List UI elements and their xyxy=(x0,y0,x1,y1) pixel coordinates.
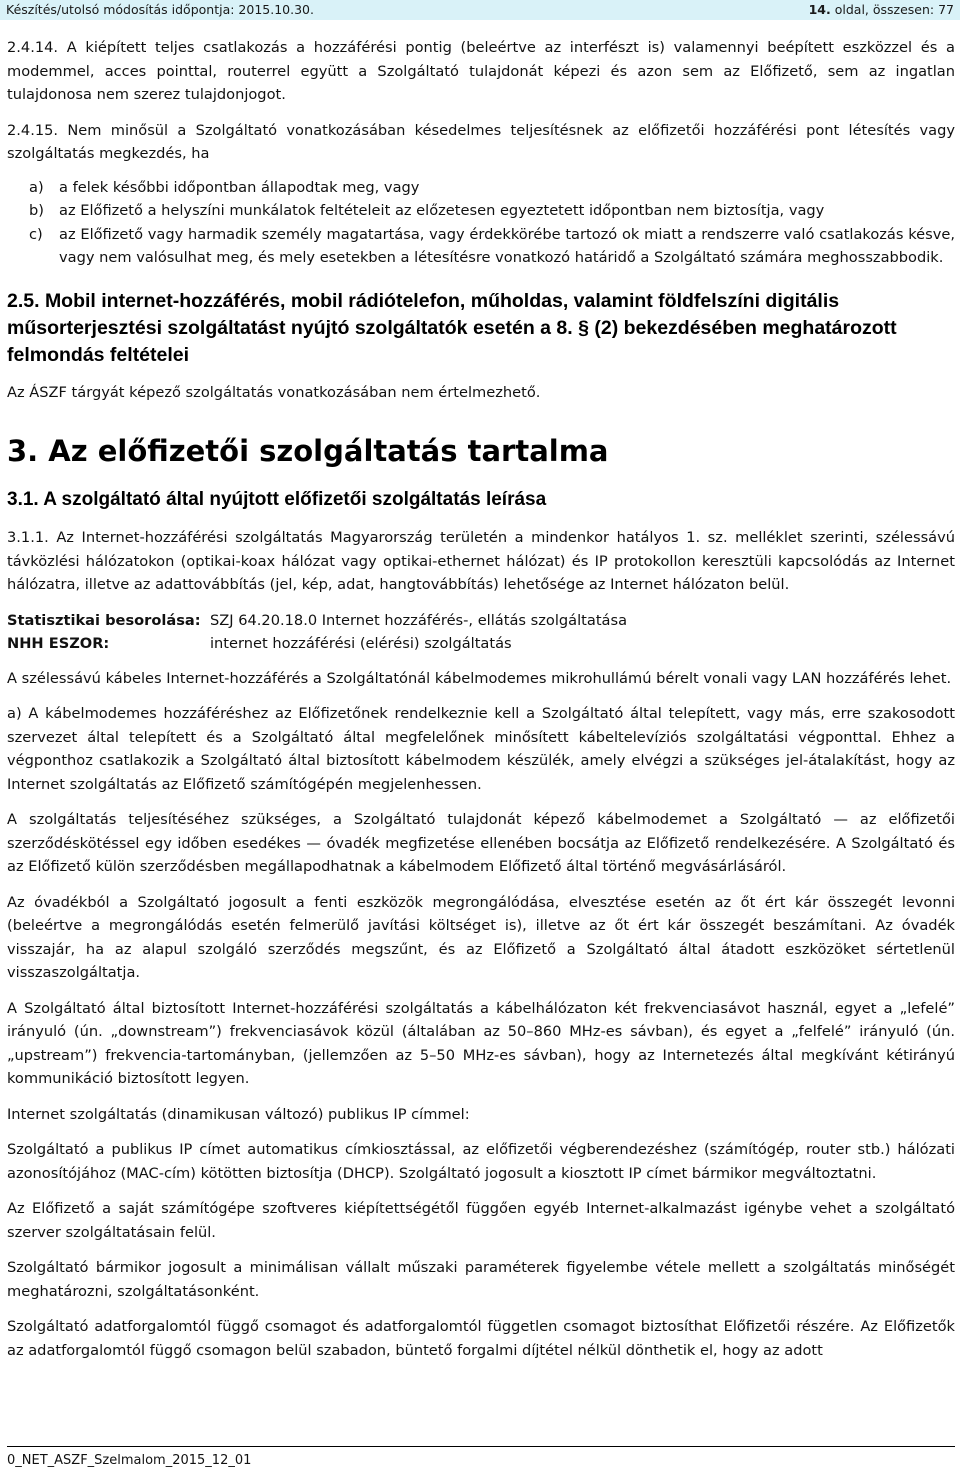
paragraph: Internet szolgáltatás (dinamikusan változó) publikus IP címmel: xyxy=(7,1105,470,1123)
list-item-label: b) xyxy=(29,202,44,219)
section-heading-3-1: 3.1. A szolgáltató által nyújtott előfizetői szolgáltatás leírása xyxy=(7,489,547,510)
classification-row xyxy=(7,632,955,655)
chapter-heading-3: 3. Az előfizetői szolgáltatás tartalma xyxy=(7,434,609,468)
list-item xyxy=(29,199,955,223)
list-item xyxy=(29,176,955,200)
paragraph: A szélessávú kábeles Internet-hozzáférés a Szolgáltatónál kábelmodemes mikrohullámú bérelt vonali vagy LAN hozzáférés lehet. xyxy=(7,669,952,687)
header-date: Készítés/utolsó módosítás időpontja: 2015.10.30. xyxy=(6,2,314,17)
list-item-text: az Előfizető vagy harmadik személy magatartása, vagy érdekkörébe tartozó ok miatt a rendszerre való csatlakozás késve, vagy nem valósulhat meg, és mely esetekben a létesítésre vonatkozó határidő a Szolgáltató számára meghosszabbodik. xyxy=(59,225,955,266)
header-page-total: oldal, összesen: 77 xyxy=(830,2,954,17)
list-item-text: a felek későbbi időpontban állapodtak meg, vagy xyxy=(59,178,420,196)
paragraph-2-5: Az ÁSZF tárgyát képező szolgáltatás vonatkozásában nem értelmezhető. xyxy=(7,383,541,401)
paragraph: Szolgáltató adatforgalomtól függő csomagot és adatforgalomtól független csomagot biztosíthat Előfizetői részére. Az Előfizetők az adatforgalomtól függő csomagon belül szabadon, büntető forgalmi díjtétel nélkül dönthetik el, hogy az adott xyxy=(7,1318,955,1359)
paragraph-2-4-14: 2.4.14. A kiépített teljes csatlakozás a hozzáférési pontig (beleértve az interfészt is) valamennyi beépített eszközzel és a modemmel, acces pointtal, routerrel együtt a Szolgáltató tulajdonát képezi és azon sem az Előfizető, sem az ingatlan tulajdonosa nem szerez tulajdonjogot. xyxy=(7,39,955,103)
classification-table xyxy=(7,609,955,655)
paragraph: Az Előfizető a saját számítógépe szoftveres kiépítettségétől függően egyéb Internet-alkalmazást igénybe vehet a szolgáltató szerver szolgáltatásain felül. xyxy=(7,1200,955,1241)
paragraph: Szolgáltató bármikor jogosult a minimálisan vállalt műszaki paraméterek figyelembe vétele mellett a szolgáltatás minőségét meghatározni, szolgáltatásonként. xyxy=(7,1259,955,1300)
header-page-number: 14. xyxy=(808,2,831,17)
paragraph: A szolgáltatás teljesítéséhez szükséges, a Szolgáltató tulajdonát képező kábelmodemet a Szolgáltató — az előfizetői szerződéskötéssel egy időben esedékes — óvadék megfizetése ellenében bocsátja az Előfizető rendelkezésére. A Szolgáltató és az Előfizető külön szerződésben megállapodhatnak a kábelmodem Előfizető által történő megvásárlásáról. xyxy=(7,811,955,875)
list-item xyxy=(29,223,955,270)
list-item-label: a) xyxy=(29,178,44,196)
document-body xyxy=(7,36,955,1374)
paragraph-3-1-1: 3.1.1. Az Internet-hozzáférési szolgáltatás Magyarország területén a mindenkor hatályos 1. sz. melléklet szerinti, szélessávú távközlési hálózatokon (optikai-koax hálózat vagy optikai-ethernet hálózat) és IP protokollon keresztüli kapcsolódás az Internet hálózatra, illetve az adattovábbítás (jel, kép, adat, hangtovábbítás) lehetősége az Internet hálózaton belül. xyxy=(7,529,955,593)
classification-value: internet hozzáférési (elérési) szolgáltatás xyxy=(210,634,512,652)
paragraph-2-4-15: 2.4.15. Nem minősül a Szolgáltató vonatkozásában késedelmes teljesítésnek az előfizetői hozzáférési pont létesítés vagy szolgáltatás megkezdés, ha xyxy=(7,121,955,162)
list-item-label: c) xyxy=(29,225,43,243)
classification-key: NHH ESZOR: xyxy=(7,634,110,652)
classification-value: SZJ 64.20.18.0 Internet hozzáférés-, ellátás szolgáltatása xyxy=(210,611,628,629)
list-item-text: az Előfizető a helyszíni munkálatok feltételeit az előzetesen egyeztetett időpontban nem biztosítja, vagy xyxy=(59,202,825,219)
paragraph: Az óvadékból a Szolgáltató jogosult a fenti eszközök megrongálódása, elvesztése esetén az őt ért kár összegét levonni (beleértve a megrongálódás esetén felmerülő javítási költséget is), illetve az őt ért kár összegét beszámítani. Az óvadék visszajár, ha az alapul szolgáló szerződés megszűnt, és az Előfizető a Szolgáltató által átadott eszközöket sértetlenül visszaszolgáltatja. xyxy=(7,893,955,981)
paragraph: Szolgáltató a publikus IP címet automatikus címkiosztással, az előfizetői végberendezéshez (számítógép, router stb.) hálózati azonosítójához (MAC-cím) kötötten biztosítja (DHCP). Szolgáltató jogosult a kiosztott IP címet bármikor megváltoztatni. xyxy=(7,1141,955,1182)
classification-row xyxy=(7,609,955,632)
paragraph: a) A kábelmodemes hozzáféréshez az Előfizetőnek rendelkeznie kell a Szolgáltató által telepített, vagy más, erre szakosodott szervezet által telepített és a Szolgáltató által megfelelőnek minősített kábeltelevíziós szolgáltatási végponttal. Ehhez a végponthoz csatlakozik a Szolgáltató által biztosított kábelmodem készülék, amely elvégzi a szükséges jel-átalakítást, hogy az Internet szolgáltatás az Előfizető számítógépén megjelenhessen. xyxy=(7,705,955,793)
page-footer xyxy=(7,1446,955,1468)
header-page-info xyxy=(809,2,954,17)
page-header xyxy=(0,0,960,20)
section-heading-2-5: 2.5. Mobil internet-hozzáférés, mobil rádiótelefon, műholdas, valamint földfelszíni digitális műsorterjesztési szolgáltatást nyújtó szolgáltatók esetén a 8. § (2) bekezdésében meghatározott felmondás feltételei xyxy=(7,289,897,366)
classification-key: Statisztikai besorolása: xyxy=(7,611,201,629)
condition-list xyxy=(7,176,955,270)
footer-document-id: 0_NET_ASZF_Szelmalom_2015_12_01 xyxy=(7,1453,252,1468)
paragraph: A Szolgáltató által biztosított Internet-hozzáférési szolgáltatás a kábelhálózaton két frekvenciasávot használ, egyet a „lefelé” irányuló (ún. „downstream”) frekvenciasávok közül (általában az 50–860 MHz-es sávban), és egyet a „felfelé” irányuló (ún. „upstream”) frekvencia-tartományban, (jellemzően az 5–50 MHz-es sávban), hogy az Internetezés által megkívánt kétirányú kommunikáció biztosított legyen. xyxy=(7,999,955,1087)
